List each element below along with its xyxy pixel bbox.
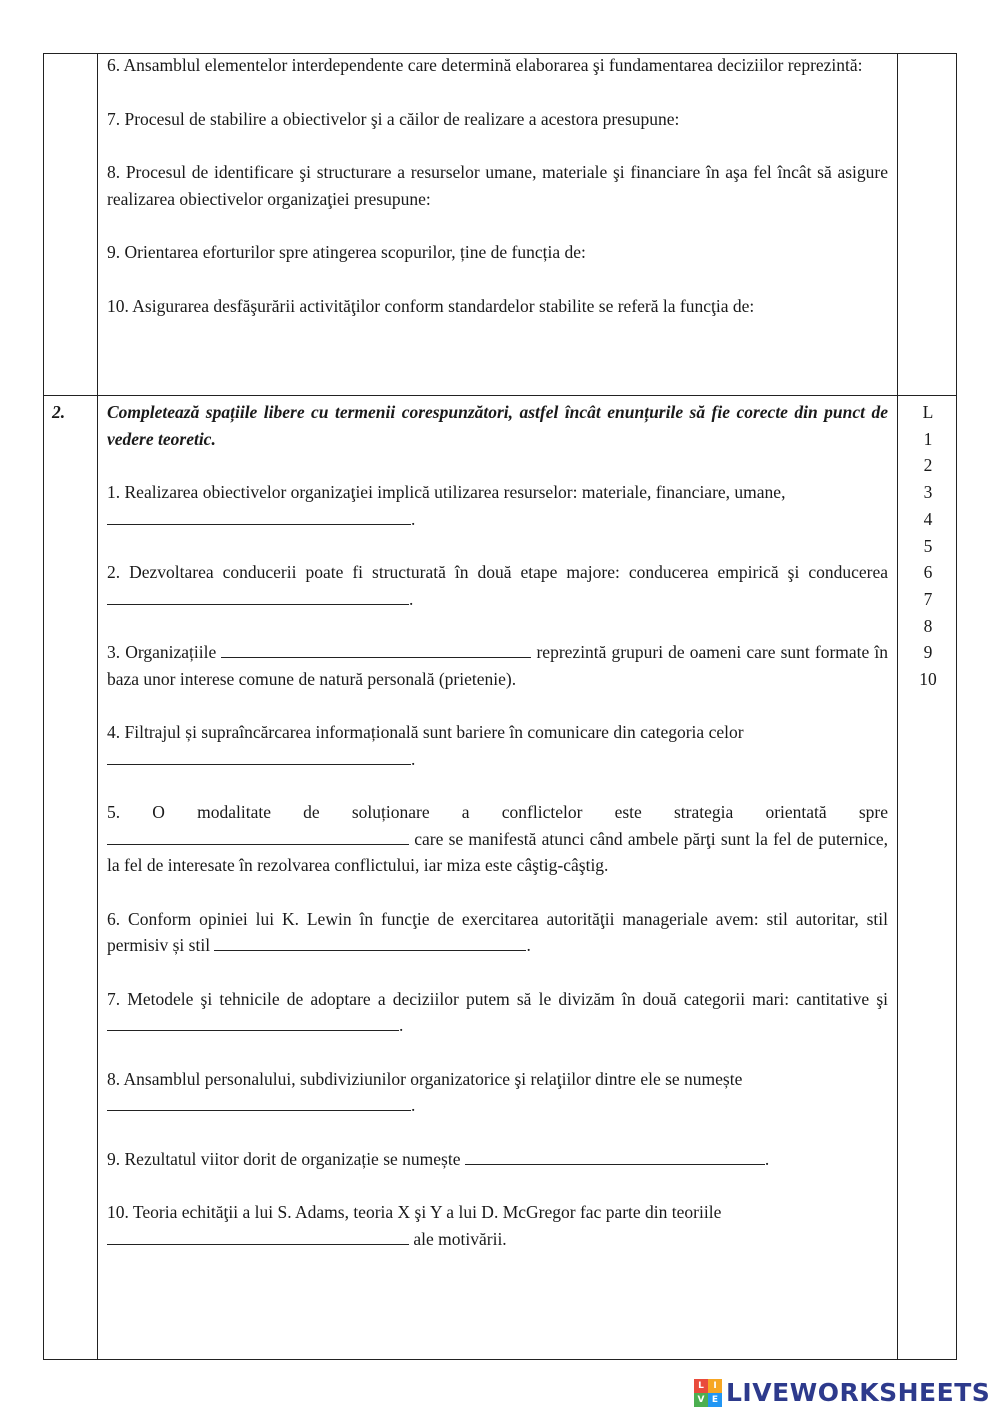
section2-instruction: Completează spațiile libere cu termenii corespunzători, astfel încât enunțurile să fie corecte din punct de vedere teoretic. — [107, 402, 888, 449]
score-9: 9 — [923, 642, 933, 663]
fill-blank-9[interactable] — [465, 1146, 765, 1165]
score-5: 5 — [923, 535, 933, 556]
section2-content — [107, 399, 888, 1252]
column-divider-right — [897, 54, 898, 1359]
section1-content — [107, 52, 888, 319]
section1-item-9: 9. Orientarea eforturilor spre atingerea scopurilor, ține de funcția de: — [107, 242, 586, 262]
fill-item-3: 3. Organizațiile reprezintă grupuri de oameni care sunt formate în baza unor interese comune de natură personală (prietenie). — [107, 639, 888, 692]
section1-item-6: 6. Ansamblul elementelor interdependente care determină elaborarea şi fundamentarea deciziilor reprezintă: — [107, 55, 863, 75]
fill-item-9: 9. Rezultatul viitor dorit de organizație se numește . — [107, 1146, 888, 1173]
score-8: 8 — [923, 615, 933, 636]
score-7: 7 — [923, 588, 933, 609]
fill-item-4: 4. Filtrajul și supraîncărcarea informațională sunt bariere în comunicare din categoria celor . — [107, 722, 744, 769]
section1-item-10: 10. Asigurarea desfăşurării activităţilor conform standardelor stabilite se referă la funcţia de: — [107, 295, 755, 316]
score-1: 1 — [923, 428, 933, 449]
fill-item-10: 10. Teoria echităţii a lui S. Adams, teoria X şi Y a lui D. McGregor fac parte din teoriile ale motivării. — [107, 1202, 722, 1249]
fill-item-2: 2. Dezvoltarea conducerii poate fi structurată în două etape majore: conducerea empirică şi conducerea . — [107, 562, 888, 609]
fill-item-8: 8. Ansamblul personalului, subdiviziunilor organizatorice şi relaţiilor dintre ele se numește . — [107, 1068, 743, 1115]
fill-blank-1[interactable] — [107, 506, 411, 525]
fill-blank-4[interactable] — [107, 746, 411, 765]
fill-blank-2[interactable] — [107, 586, 409, 605]
score-label: L — [922, 402, 934, 422]
row-divider — [44, 395, 956, 396]
fill-blank-3[interactable] — [221, 639, 531, 658]
fill-item-6: 6. Conform opiniei lui K. Lewin în funcţie de exercitarea autorităţii manageriale avem: stil autoritar, stil permisiv și stil . — [107, 908, 888, 955]
score-4: 4 — [923, 508, 933, 529]
liveworksheets-mark-icon: L I V E — [694, 1379, 722, 1407]
liveworksheets-logo — [694, 1378, 990, 1408]
fill-item-7: 7. Metodele şi tehnicile de adoptare a deciziilor putem să le divizăm în două categorii mari: cantitative şi . — [107, 988, 888, 1035]
fill-blank-7[interactable] — [107, 1012, 399, 1031]
fill-item-5: 5. O modalitate de soluționare a conflictelor este strategia orientată spre care se manifestă atunci când ambele părţi sunt la fel de puternice, la fel de interesate în rezolvarea conflictului, iar miza este câştig-câştig. — [107, 802, 888, 875]
score-10: 10 — [919, 669, 937, 690]
liveworksheets-wordmark: LIVEWORKSHEETS — [726, 1377, 991, 1407]
score-column — [898, 399, 958, 693]
score-2: 2 — [923, 455, 933, 476]
section2-number: 2. — [52, 402, 66, 422]
fill-item-1: 1. Realizarea obiectivelor organizaţiei implică utilizarea resurselor: materiale, financiare, umane, . — [107, 482, 786, 529]
fill-blank-5[interactable] — [107, 826, 409, 845]
fill-blank-8[interactable] — [107, 1092, 411, 1111]
score-6: 6 — [923, 562, 933, 583]
column-divider-left — [97, 54, 98, 1359]
section1-item-8: 8. Procesul de identificare şi structurare a resurselor umane, materiale şi financiare în aşa fel încât să asigure realizarea obiectivelor organizaţiei presupune: — [107, 162, 888, 209]
section1-item-7: 7. Procesul de stabilire a obiectivelor şi a căilor de realizare a acestora presupune: — [107, 108, 680, 129]
fill-blank-10[interactable] — [107, 1226, 409, 1245]
score-3: 3 — [923, 482, 933, 503]
fill-blank-6[interactable] — [214, 932, 526, 951]
